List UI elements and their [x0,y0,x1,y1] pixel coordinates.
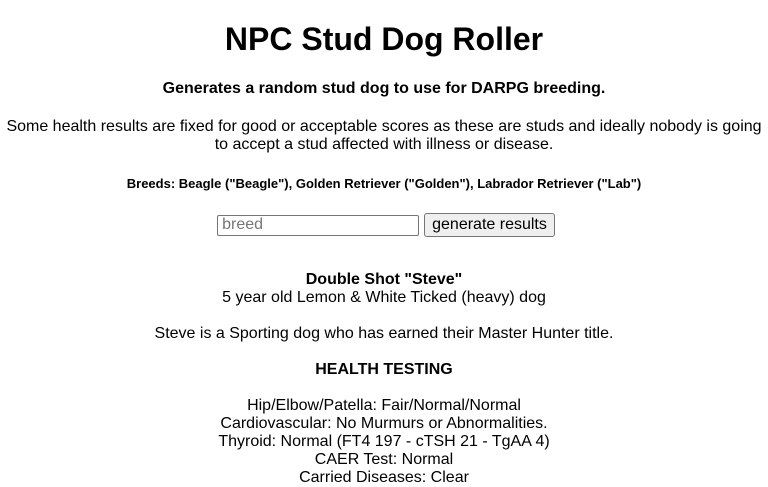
page-subtitle: Generates a random stud dog to use for DARPG breeding. [162,80,606,97]
dog-name: Double Shot "Steve" [305,271,463,288]
spacer [0,379,768,397]
roller-form [0,213,768,237]
spacer [0,343,768,361]
health-line-caer: CAER Test: Normal [314,451,454,468]
dog-bio: Steve is a Sporting dog who has earned their Master Hunter title. [154,325,614,342]
result-panel [0,271,768,487]
page-title: NPC Stud Dog Roller [224,21,544,57]
breeds-list: Breeds: Beagle ("Beagle"), Golden Retriever ("Golden"), Labrador Retriever ("Lab") [126,176,642,191]
breed-input[interactable] [217,215,419,236]
health-line-thyroid: Thyroid: Normal (FT4 197 - cTSH 21 - TgAA 4) [218,433,550,450]
spacer [0,307,768,325]
dog-summary: 5 year old Lemon & White Ticked (heavy) dog [222,289,546,306]
health-line-cardio: Cardiovascular: No Murmurs or Abnormalities. [220,415,548,432]
health-line-hips: Hip/Elbow/Patella: Fair/Normal/Normal [247,397,521,414]
generate-results-button[interactable]: generate results [424,213,555,237]
health-heading: HEALTH TESTING [315,361,453,378]
page-description: Some health results are fixed for good or acceptable scores as these are studs and ideally nobody is going to accept a stud affected with illness or disease. [6,118,762,153]
health-line-diseases: Carried Diseases: Clear [299,469,469,486]
